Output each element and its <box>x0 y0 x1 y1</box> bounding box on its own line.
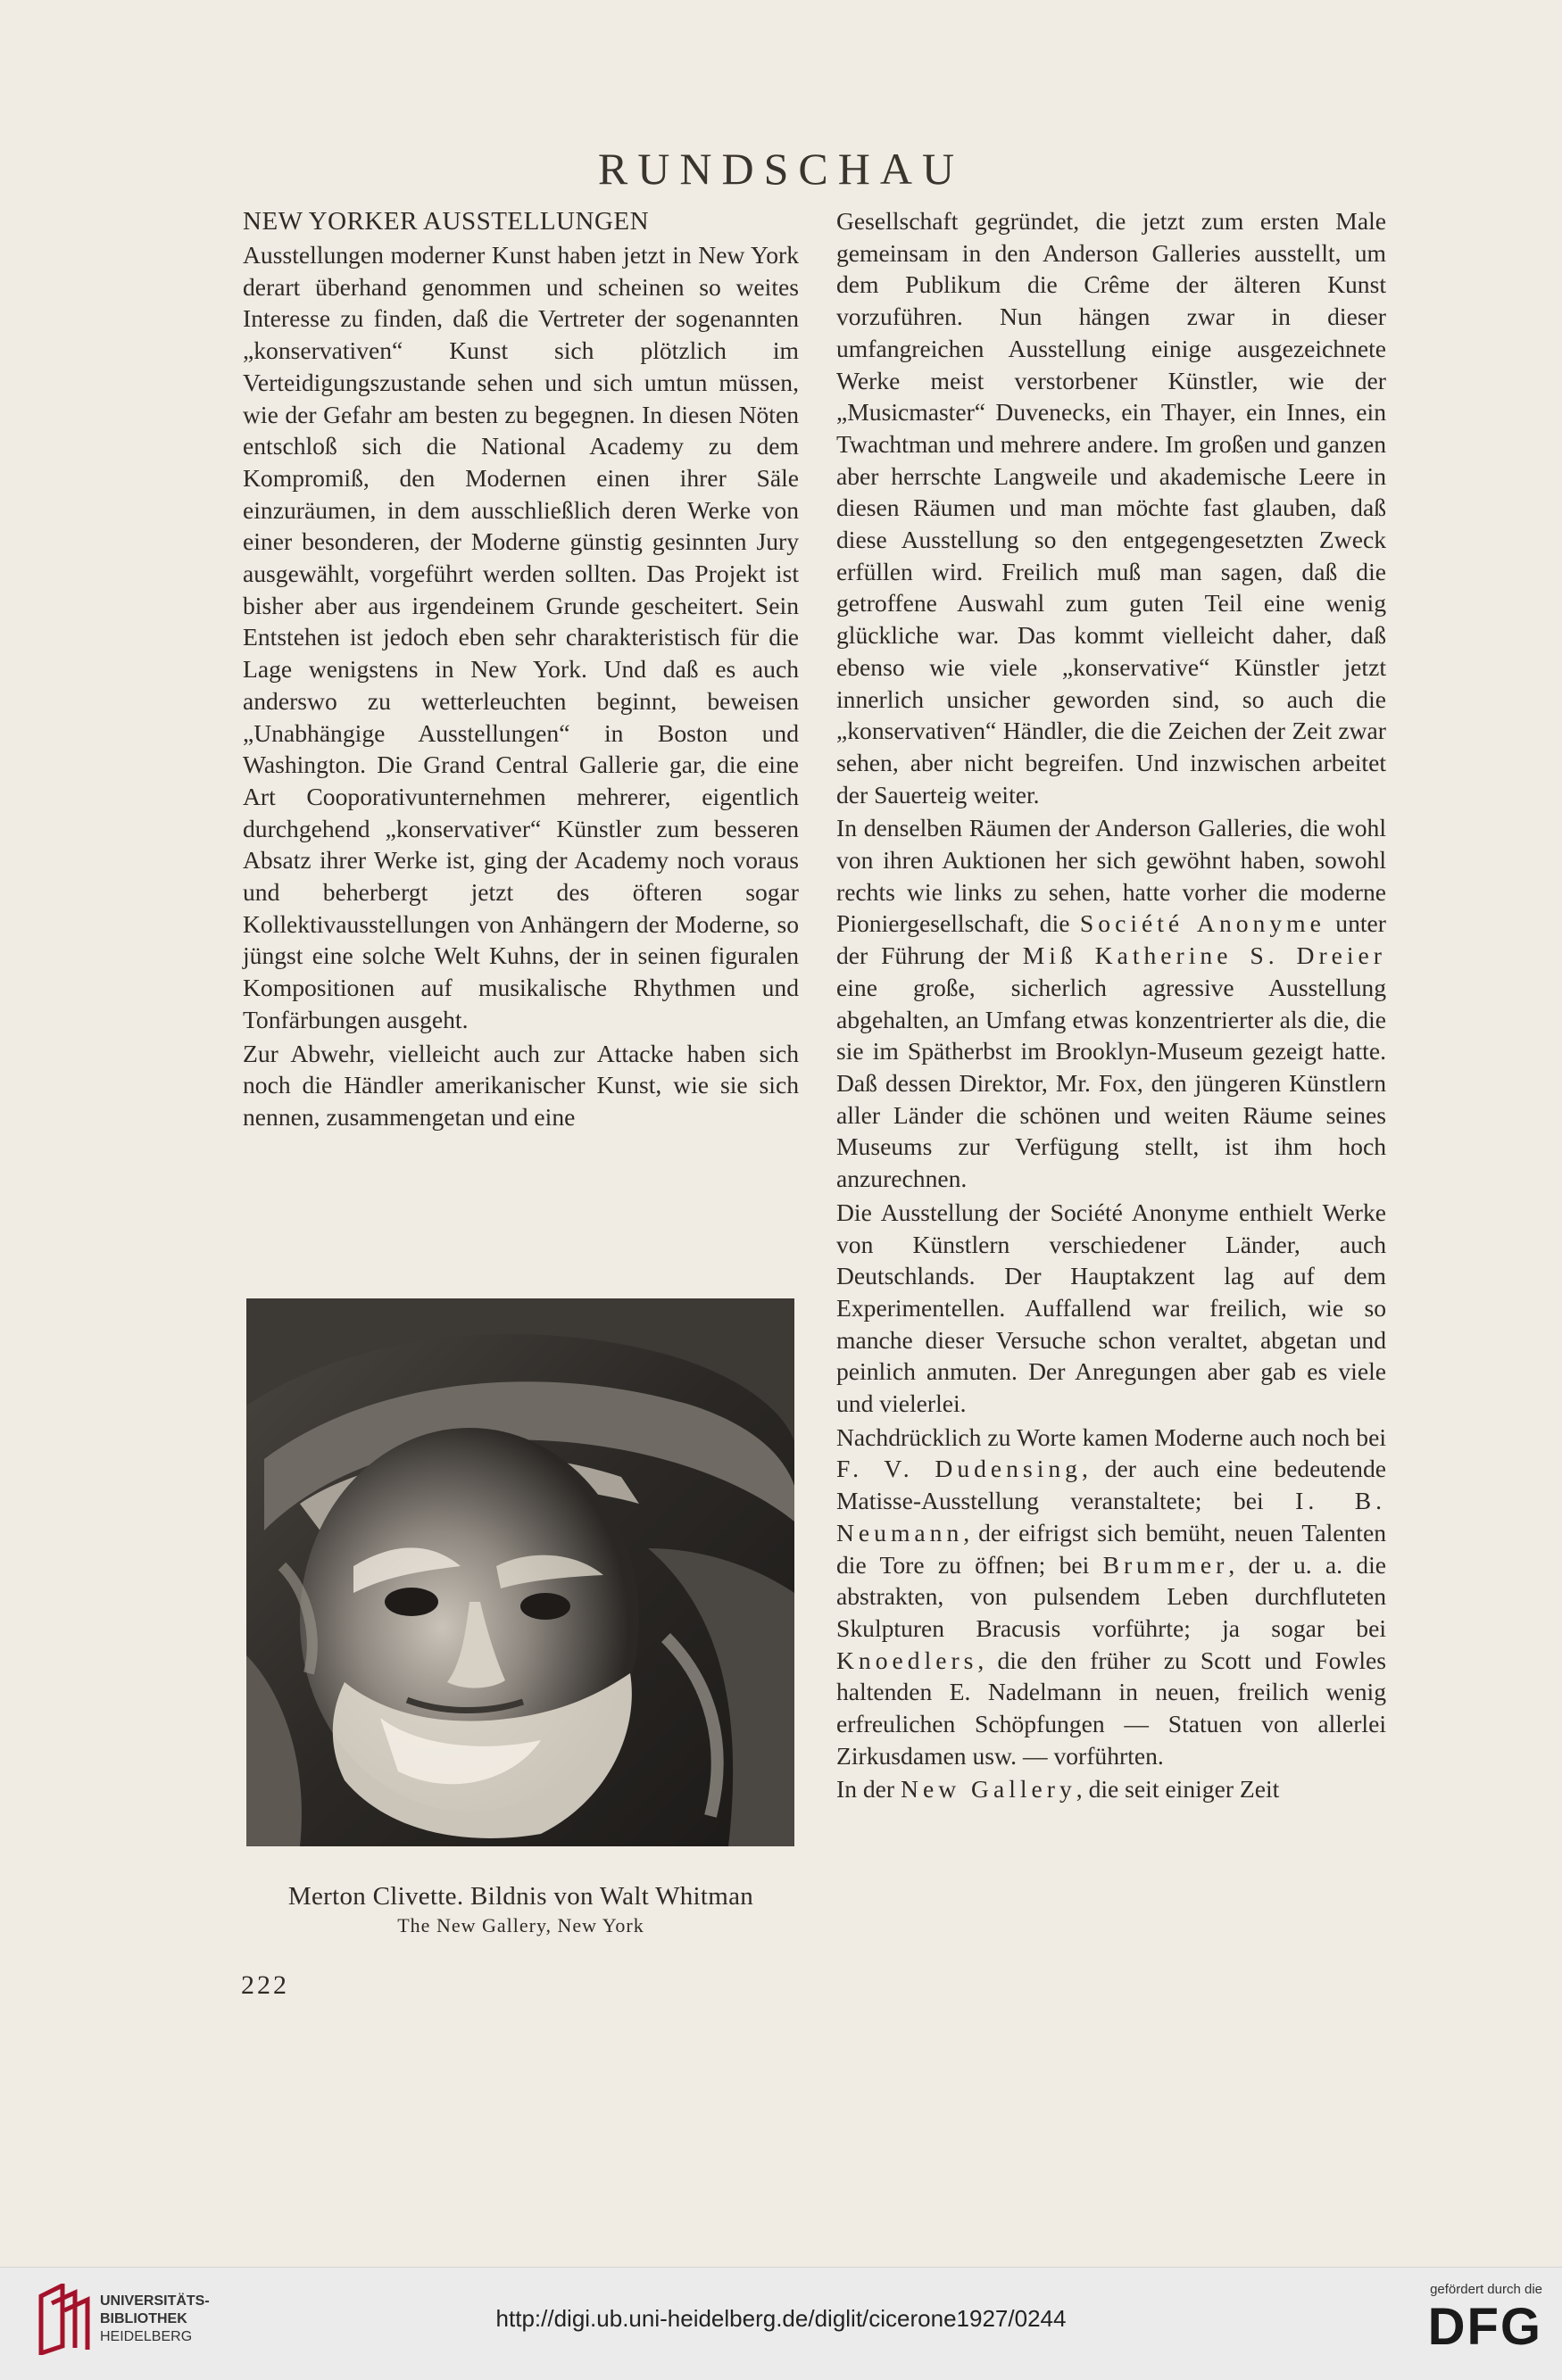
permalink-url[interactable]: http://digi.ub.uni-heidelberg.de/diglit/cicerone1927/0244 <box>495 2305 1067 2332</box>
dfg-logo: DFG <box>1427 2298 1542 2356</box>
spaced-name: I. B. Neumann <box>836 1487 1386 1547</box>
portrait-illustration <box>246 1298 794 1846</box>
caption-source: The New Gallery, New York <box>397 1914 644 1936</box>
caption-title: Merton Clivette. Bildnis von Walt Whitman <box>287 1882 754 1911</box>
paragraph: Zur Abwehr, vielleicht auch zur Attacke haben sich noch die Händler amerikanischer Kunst, wie sie sich nennen, zusammengetan und eine <box>243 1039 799 1131</box>
spaced-name: New Gallery <box>901 1775 1076 1804</box>
paragraph: In der New Gallery, die seit einiger Zeit <box>836 1775 1280 1804</box>
institution-name: UNIVERSITÄTS- BIBLIOTHEK HEIDELBERG <box>100 2293 210 2344</box>
sponsor-block <box>1382 2282 1542 2354</box>
page-number: 222 <box>241 1970 289 2000</box>
spaced-name: Société Anonyme <box>1079 909 1325 938</box>
paragraph: Nachdrücklich zu Worte kamen Moderne auch noch bei F. V. Dudensing, der auch eine bedeutende Matisse-Ausstellung veranstaltete; bei I. B. Neumann, der eifrigst sich bemüht, neuen Talenten die Tore zu öffnen; bei Brummer, der u. a. die abstrakten, von pulsendem Leben durchfluteten Skulpturen Bracusis vorführte; ja sogar bei Knoedlers, die den früher zu Scott und Fowles haltenden E. Nadelmann in neuen, freilich wenig erfreulichen Schöpfungen — Statuen von allerlei Zirkusdamen usw. — vorführten. <box>836 1422 1387 1770</box>
digitization-footer <box>0 2267 1562 2380</box>
paragraph: In denselben Räumen der Anderson Galleries, die wohl von ihren Auktionen her sich gewöhnt haben, sowohl rechts wie links zu sehen, hatte vorher die moderne Pioniergesellschaft, die Société Anonyme unter der Führung der Miß Katherine S. Dreier eine große, sicherlich agressive Ausstellung abgehalten, an Umfang etwas konzentrierter als die, die sie im Spätherbst im Brooklyn-Museum gezeigt hatte. Daß dessen Direktor, Mr. Fox, den jüngeren Künstlern aller Länder die schönen und weiten Räume seines Museums zur Verfügung stellt, ist ihm hoch anzurechnen. <box>836 814 1386 1193</box>
paragraph: Die Ausstellung der Société Anonyme enthielt Werke von Künstlern verschiedener Länder, auch Deutschlands. Der Hauptakzent lag auf dem Experimentellen. Auffallend war freilich, wie so manche dieser Versuche schon veraltet, abgetan und peinlich anmuten. Der Anregungen aber gab es viele und vielerlei. <box>836 1198 1386 1418</box>
article-title: NEW YORKER AUSSTELLUNGEN <box>243 207 650 236</box>
spaced-name: Miß Katherine S. Dreier <box>1022 941 1386 970</box>
spaced-name: F. V. Dudensing <box>836 1455 1082 1483</box>
left-column <box>243 205 799 1133</box>
sponsor-text: gefördert durch die <box>1430 2282 1542 2297</box>
portrait-painting-image <box>246 1298 794 1846</box>
right-column <box>836 205 1386 1805</box>
running-head: RUNDSCHAU <box>597 144 965 194</box>
spaced-name: Brummer <box>1102 1550 1229 1579</box>
paragraph: Ausstellungen moderner Kunst haben jetzt in New York derart überhand genommen und scheinen so weites Interesse zu finden, daß die Vertreter der sogenannten „konservativen“ Kunst sich plötzlich im Verteidigungszustande sehen und sich umtun müssen, wie der Gefahr am besten zu begegnen. In diesen Nöten entschloß sich die National Academy zu dem Kompromiß, den Modernen einen ihrer Säle einzuräumen, in dem ausschließlich deren Werke von einer besonderen, der Moderne günstig gesinnten Jury ausgewählt, vorgeführt werden sollten. Das Projekt ist bisher aber aus irgendeinem Grunde gescheitert. Sein Entstehen ist jedoch eben sehr charakteristisch für die Lage wenigstens in New York. Und daß es auch anderswo zu wetterleuchten beginnt, beweisen „Unabhängige Ausstellungen“ in Boston und Washington. Die Grand Central Gallerie gar, die eine Art Cooporativunternehmen mehrerer, eigentlich durchgehend „konservativer“ Künstler zum besseren Absatz ihrer Werke ist, ging der Academy noch voraus und beherbergt jetzt des öfteren sogar Kollektivausstellungen von Anhängern der Moderne, so jüngst eine solche Welt Kuhns, der in seinen figuralen Kompositionen auf musikalische Rhythmen und Tonfärbungen ausgeht. <box>243 241 799 1033</box>
spaced-name: Knoedlers <box>836 1646 978 1674</box>
figure-caption <box>243 1880 799 1939</box>
paragraph: Gesellschaft gegründet, die jetzt zum ersten Male gemeinsam in den Anderson Galleries ausstellt, um dem Publikum die Crême der älteren Kunst vorzuführen. Nun hängen zwar in dieser umfangreichen Ausstellung einige ausgezeichnete Werke meist verstorbener Künstler, wie der „Musicmaster“ Duvenecks, ein Thayer, ein Innes, ein Twachtman und mehrere andere. Im großen und ganzen aber herrschte Langweile und akademische Leere in diesen Räumen und man möchte fast glauben, daß diese Ausstellung so den entgegengesetzten Zweck erfüllen wird. Freilich muß man sagen, daß die getroffene Auswahl zum guten Teil eine wenig glückliche war. Das kommt vielleicht daher, daß ebenso wie viele „konservative“ Künstler jetzt innerlich unsicher geworden sind, so auch die „konservativen“ Händler, die die Zeichen der Zeit zwar sehen, aber nicht begreifen. Und inzwischen arbeitet der Sauerteig weiter. <box>836 207 1386 809</box>
